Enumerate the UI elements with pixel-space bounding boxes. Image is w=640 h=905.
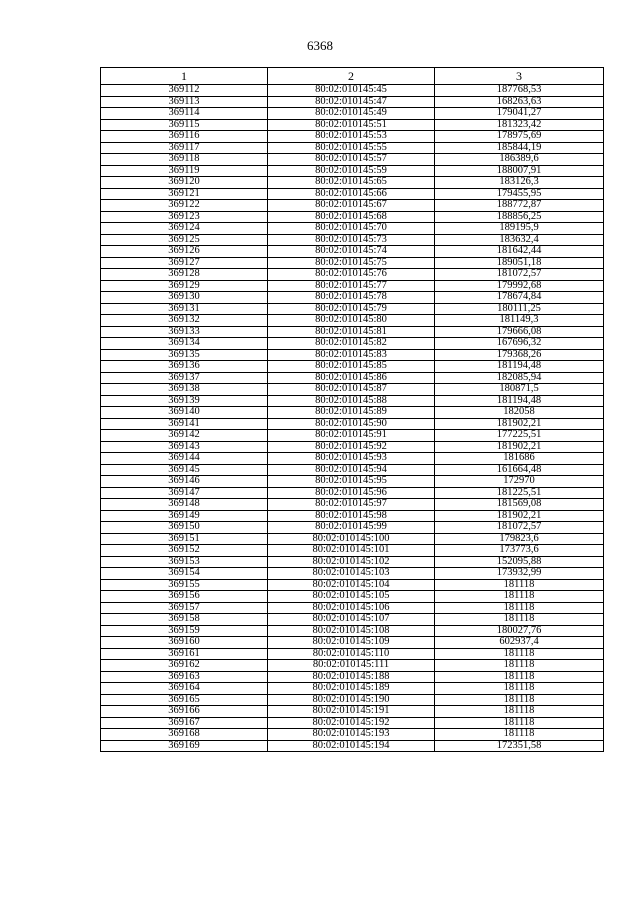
cell-value: 179823,6 <box>435 533 604 545</box>
cell-value: 181072,57 <box>435 522 604 534</box>
cell-cadastral-number: 80:02:010145:90 <box>268 418 435 430</box>
cell-cadastral-number: 80:02:010145:74 <box>268 246 435 258</box>
cell-number: 369124 <box>101 223 268 235</box>
cell-value: 181225,51 <box>435 487 604 499</box>
cell-number: 369134 <box>101 338 268 350</box>
cell-cadastral-number: 80:02:010145:57 <box>268 154 435 166</box>
cell-value: 178674,84 <box>435 292 604 304</box>
cell-cadastral-number: 80:02:010145:99 <box>268 522 435 534</box>
table-row <box>101 740 604 752</box>
cell-cadastral-number: 80:02:010145:76 <box>268 269 435 281</box>
header-row <box>101 68 604 85</box>
table-row <box>101 142 604 154</box>
table-row <box>101 154 604 166</box>
cell-number: 369136 <box>101 361 268 373</box>
cell-cadastral-number: 80:02:010145:102 <box>268 556 435 568</box>
cell-number: 369153 <box>101 556 268 568</box>
cell-value: 183126,3 <box>435 177 604 189</box>
cell-number: 369114 <box>101 108 268 120</box>
cell-value: 181902,21 <box>435 510 604 522</box>
cell-cadastral-number: 80:02:010145:93 <box>268 453 435 465</box>
cell-value: 186389,6 <box>435 154 604 166</box>
table-row <box>101 683 604 695</box>
cell-number: 369140 <box>101 407 268 419</box>
table-row <box>101 188 604 200</box>
cell-number: 369120 <box>101 177 268 189</box>
cell-number: 369115 <box>101 119 268 131</box>
cell-number: 369139 <box>101 395 268 407</box>
cell-value: 179455,95 <box>435 188 604 200</box>
cell-cadastral-number: 80:02:010145:75 <box>268 257 435 269</box>
table-row <box>101 522 604 534</box>
cell-value: 181642,44 <box>435 246 604 258</box>
cell-value: 181902,21 <box>435 418 604 430</box>
cell-number: 369117 <box>101 142 268 154</box>
cell-number: 369122 <box>101 200 268 212</box>
table-row <box>101 556 604 568</box>
cell-number: 369127 <box>101 257 268 269</box>
table-row <box>101 384 604 396</box>
table-row <box>101 257 604 269</box>
cell-cadastral-number: 80:02:010145:59 <box>268 165 435 177</box>
cell-number: 369142 <box>101 430 268 442</box>
cell-value: 181118 <box>435 683 604 695</box>
table-header <box>101 68 604 85</box>
table-row <box>101 177 604 189</box>
cell-cadastral-number: 80:02:010145:106 <box>268 602 435 614</box>
cell-cadastral-number: 80:02:010145:45 <box>268 85 435 97</box>
table-row <box>101 648 604 660</box>
cell-cadastral-number: 80:02:010145:109 <box>268 637 435 649</box>
cell-value: 183632,4 <box>435 234 604 246</box>
cell-value: 181569,08 <box>435 499 604 511</box>
table-row <box>101 614 604 626</box>
cell-number: 369125 <box>101 234 268 246</box>
cell-cadastral-number: 80:02:010145:49 <box>268 108 435 120</box>
cell-value: 180111,25 <box>435 303 604 315</box>
cell-cadastral-number: 80:02:010145:87 <box>268 384 435 396</box>
table-row <box>101 602 604 614</box>
cell-value: 189195,9 <box>435 223 604 235</box>
cell-number: 369163 <box>101 671 268 683</box>
cell-cadastral-number: 80:02:010145:103 <box>268 568 435 580</box>
cell-cadastral-number: 80:02:010145:78 <box>268 292 435 304</box>
table-row <box>101 338 604 350</box>
cell-value: 181686 <box>435 453 604 465</box>
cell-number: 369162 <box>101 660 268 672</box>
cell-cadastral-number: 80:02:010145:55 <box>268 142 435 154</box>
table-row <box>101 568 604 580</box>
cell-cadastral-number: 80:02:010145:53 <box>268 131 435 143</box>
table-row <box>101 372 604 384</box>
cell-cadastral-number: 80:02:010145:193 <box>268 729 435 741</box>
column-header-3: 3 <box>435 68 604 85</box>
cell-cadastral-number: 80:02:010145:68 <box>268 211 435 223</box>
cell-value: 167696,32 <box>435 338 604 350</box>
cell-number: 369116 <box>101 131 268 143</box>
cell-value: 181323,42 <box>435 119 604 131</box>
cell-value: 181118 <box>435 602 604 614</box>
cell-cadastral-number: 80:02:010145:92 <box>268 441 435 453</box>
table-row <box>101 671 604 683</box>
cell-cadastral-number: 80:02:010145:104 <box>268 579 435 591</box>
table-row <box>101 625 604 637</box>
cell-value: 168263,63 <box>435 96 604 108</box>
cell-cadastral-number: 80:02:010145:70 <box>268 223 435 235</box>
cell-cadastral-number: 80:02:010145:95 <box>268 476 435 488</box>
cell-number: 369133 <box>101 326 268 338</box>
cell-cadastral-number: 80:02:010145:79 <box>268 303 435 315</box>
table-row <box>101 131 604 143</box>
table-row <box>101 487 604 499</box>
cell-cadastral-number: 80:02:010145:194 <box>268 740 435 752</box>
cell-value: 173932,99 <box>435 568 604 580</box>
cell-cadastral-number: 80:02:010145:66 <box>268 188 435 200</box>
cell-cadastral-number: 80:02:010145:105 <box>268 591 435 603</box>
table-row <box>101 108 604 120</box>
cell-number: 369113 <box>101 96 268 108</box>
cell-cadastral-number: 80:02:010145:91 <box>268 430 435 442</box>
cell-value: 179041,27 <box>435 108 604 120</box>
cell-cadastral-number: 80:02:010145:107 <box>268 614 435 626</box>
cell-number: 369132 <box>101 315 268 327</box>
cell-cadastral-number: 80:02:010145:101 <box>268 545 435 557</box>
table-row <box>101 326 604 338</box>
table-row <box>101 591 604 603</box>
cell-cadastral-number: 80:02:010145:47 <box>268 96 435 108</box>
cell-number: 369146 <box>101 476 268 488</box>
cell-value: 180871,5 <box>435 384 604 396</box>
cell-value: 177225,51 <box>435 430 604 442</box>
cell-cadastral-number: 80:02:010145:94 <box>268 464 435 476</box>
cell-value: 173773,6 <box>435 545 604 557</box>
cell-number: 369159 <box>101 625 268 637</box>
cell-cadastral-number: 80:02:010145:189 <box>268 683 435 695</box>
cell-value: 602937,4 <box>435 637 604 649</box>
cell-value: 172970 <box>435 476 604 488</box>
cell-number: 369131 <box>101 303 268 315</box>
cell-number: 369151 <box>101 533 268 545</box>
cell-cadastral-number: 80:02:010145:191 <box>268 706 435 718</box>
table-row <box>101 361 604 373</box>
cell-value: 187768,53 <box>435 85 604 97</box>
cell-number: 369112 <box>101 85 268 97</box>
cell-number: 369166 <box>101 706 268 718</box>
cell-value: 181194,48 <box>435 361 604 373</box>
cell-cadastral-number: 80:02:010145:88 <box>268 395 435 407</box>
cell-value: 179992,68 <box>435 280 604 292</box>
table-row <box>101 430 604 442</box>
cell-value: 181149,3 <box>435 315 604 327</box>
cell-value: 181118 <box>435 717 604 729</box>
cell-number: 369165 <box>101 694 268 706</box>
cell-value: 181118 <box>435 706 604 718</box>
table-row <box>101 533 604 545</box>
table-row <box>101 407 604 419</box>
cell-cadastral-number: 80:02:010145:65 <box>268 177 435 189</box>
table-row <box>101 292 604 304</box>
cell-number: 369138 <box>101 384 268 396</box>
cell-number: 369129 <box>101 280 268 292</box>
table-row <box>101 717 604 729</box>
cell-number: 369119 <box>101 165 268 177</box>
cell-cadastral-number: 80:02:010145:85 <box>268 361 435 373</box>
cell-cadastral-number: 80:02:010145:77 <box>268 280 435 292</box>
cell-cadastral-number: 80:02:010145:86 <box>268 372 435 384</box>
table-row <box>101 660 604 672</box>
cell-number: 369154 <box>101 568 268 580</box>
cell-value: 188772,87 <box>435 200 604 212</box>
column-header-1: 1 <box>101 68 268 85</box>
table-row <box>101 694 604 706</box>
cell-value: 181118 <box>435 660 604 672</box>
cell-number: 369156 <box>101 591 268 603</box>
table-row <box>101 234 604 246</box>
table-row <box>101 280 604 292</box>
cell-number: 369141 <box>101 418 268 430</box>
cell-cadastral-number: 80:02:010145:67 <box>268 200 435 212</box>
cell-cadastral-number: 80:02:010145:188 <box>268 671 435 683</box>
cell-number: 369121 <box>101 188 268 200</box>
cell-value: 172351,58 <box>435 740 604 752</box>
cell-number: 369157 <box>101 602 268 614</box>
cell-cadastral-number: 80:02:010145:110 <box>268 648 435 660</box>
table-row <box>101 349 604 361</box>
cell-number: 369155 <box>101 579 268 591</box>
cell-number: 369145 <box>101 464 268 476</box>
cell-value: 181118 <box>435 648 604 660</box>
cell-number: 369123 <box>101 211 268 223</box>
table-row <box>101 269 604 281</box>
cell-number: 369149 <box>101 510 268 522</box>
cell-cadastral-number: 80:02:010145:100 <box>268 533 435 545</box>
cell-number: 369152 <box>101 545 268 557</box>
cell-cadastral-number: 80:02:010145:73 <box>268 234 435 246</box>
cell-number: 369128 <box>101 269 268 281</box>
table-row <box>101 499 604 511</box>
cell-cadastral-number: 80:02:010145:192 <box>268 717 435 729</box>
cell-value: 181118 <box>435 729 604 741</box>
cell-number: 369135 <box>101 349 268 361</box>
table-row <box>101 315 604 327</box>
cell-number: 369143 <box>101 441 268 453</box>
cell-number: 369126 <box>101 246 268 258</box>
cell-cadastral-number: 80:02:010145:81 <box>268 326 435 338</box>
cell-cadastral-number: 80:02:010145:97 <box>268 499 435 511</box>
cell-number: 369147 <box>101 487 268 499</box>
cell-cadastral-number: 80:02:010145:98 <box>268 510 435 522</box>
table-row <box>101 119 604 131</box>
cell-cadastral-number: 80:02:010145:83 <box>268 349 435 361</box>
cell-value: 188007,91 <box>435 165 604 177</box>
table-row <box>101 418 604 430</box>
cell-number: 369158 <box>101 614 268 626</box>
table-row <box>101 476 604 488</box>
cell-value: 181118 <box>435 591 604 603</box>
cell-number: 369160 <box>101 637 268 649</box>
table-row <box>101 579 604 591</box>
table-row <box>101 85 604 97</box>
cell-value: 180027,76 <box>435 625 604 637</box>
table-row <box>101 453 604 465</box>
table-row <box>101 637 604 649</box>
table-row <box>101 211 604 223</box>
data-table <box>100 67 604 752</box>
table-row <box>101 729 604 741</box>
table-row <box>101 441 604 453</box>
page-number: 6368 <box>307 38 333 53</box>
cell-cadastral-number: 80:02:010145:51 <box>268 119 435 131</box>
table-row <box>101 464 604 476</box>
cell-value: 181072,57 <box>435 269 604 281</box>
table-row <box>101 545 604 557</box>
cell-value: 185844,19 <box>435 142 604 154</box>
cell-cadastral-number: 80:02:010145:96 <box>268 487 435 499</box>
cell-value: 152095,88 <box>435 556 604 568</box>
cell-number: 369169 <box>101 740 268 752</box>
table-row <box>101 200 604 212</box>
cell-value: 178975,69 <box>435 131 604 143</box>
cell-value: 189051,18 <box>435 257 604 269</box>
table-row <box>101 165 604 177</box>
cell-number: 369167 <box>101 717 268 729</box>
table-row <box>101 223 604 235</box>
table-row <box>101 96 604 108</box>
table-row <box>101 395 604 407</box>
table-row <box>101 246 604 258</box>
table-body <box>101 85 604 752</box>
cell-number: 369137 <box>101 372 268 384</box>
cell-cadastral-number: 80:02:010145:108 <box>268 625 435 637</box>
cell-value: 161664,48 <box>435 464 604 476</box>
cell-number: 369161 <box>101 648 268 660</box>
cell-value: 188856,25 <box>435 211 604 223</box>
cell-value: 181118 <box>435 614 604 626</box>
cell-value: 181118 <box>435 694 604 706</box>
table-row <box>101 303 604 315</box>
cell-value: 179666,08 <box>435 326 604 338</box>
cell-cadastral-number: 80:02:010145:89 <box>268 407 435 419</box>
cell-value: 182058 <box>435 407 604 419</box>
cell-number: 369144 <box>101 453 268 465</box>
cell-cadastral-number: 80:02:010145:190 <box>268 694 435 706</box>
cell-value: 181118 <box>435 579 604 591</box>
cell-cadastral-number: 80:02:010145:111 <box>268 660 435 672</box>
cell-value: 182085,94 <box>435 372 604 384</box>
cell-cadastral-number: 80:02:010145:80 <box>268 315 435 327</box>
cell-number: 369164 <box>101 683 268 695</box>
column-header-2: 2 <box>268 68 435 85</box>
cell-value: 181118 <box>435 671 604 683</box>
cell-value: 181194,48 <box>435 395 604 407</box>
cell-number: 369148 <box>101 499 268 511</box>
cell-number: 369118 <box>101 154 268 166</box>
cell-number: 369150 <box>101 522 268 534</box>
cell-value: 181902,21 <box>435 441 604 453</box>
cell-value: 179368,26 <box>435 349 604 361</box>
cell-number: 369130 <box>101 292 268 304</box>
table-row <box>101 706 604 718</box>
cell-cadastral-number: 80:02:010145:82 <box>268 338 435 350</box>
cell-number: 369168 <box>101 729 268 741</box>
table-row <box>101 510 604 522</box>
